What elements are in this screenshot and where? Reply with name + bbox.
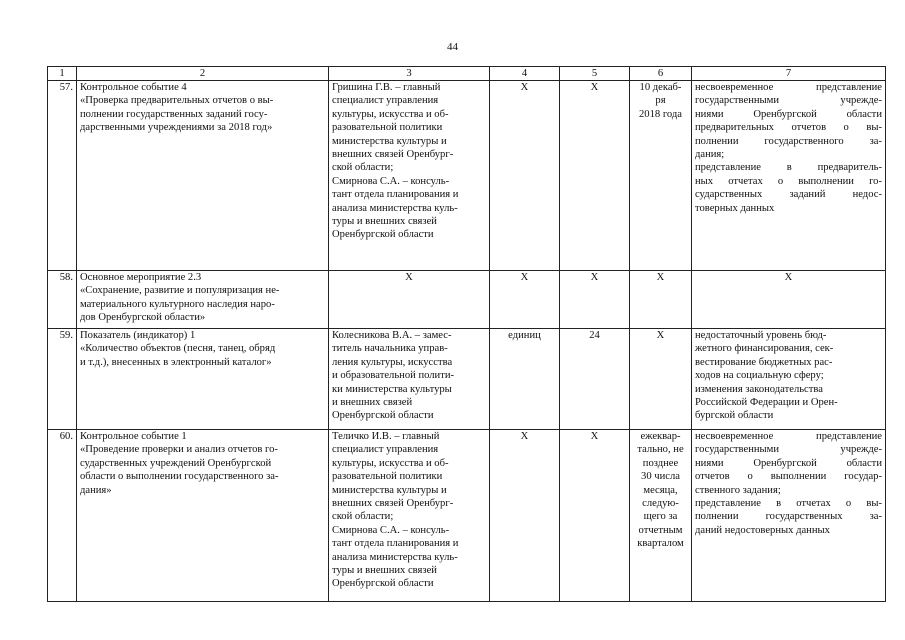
unit-cell: Х — [490, 430, 560, 602]
header-cell: 4 — [490, 67, 560, 81]
event-title: Показатель (индикатор) 1 «Количество объектов (песня, танец, обряд и т.д.), внесенных в электронный каталог» — [77, 329, 329, 430]
deadline-cell: 10 декаб- ря 2018 года — [630, 81, 692, 271]
deadline-cell: Х — [630, 329, 692, 430]
plan-table — [47, 66, 886, 602]
unit-cell: Х — [490, 81, 560, 271]
header-cell: 7 — [692, 67, 886, 81]
row-number: 59. — [48, 329, 77, 430]
value-cell: Х — [560, 271, 630, 329]
event-title: Контрольное событие 4 «Проверка предварительных отчетов о вы- полнении государственных заданий госу- дарственными учреждениями за 2018 год» — [77, 81, 329, 271]
row-number: 57. — [48, 81, 77, 271]
risks-cell: несвоевременное представление государственными учрежде- ниями Оренбургской области предварительных отчетов о вы- полнении государственного за- дания; представление в предваритель- ных отчетах о выполнении го- сударственных заданий недос- товерных данных — [692, 81, 886, 271]
table-row — [48, 329, 886, 430]
responsible-persons: Колесникова В.А. – замес- титель начальника управ- ления культуры, искусства и образовательной полити- ки министерства культуры и внешних связей Оренбургской области — [329, 329, 490, 430]
value-cell: Х — [560, 81, 630, 271]
value-cell: 24 — [560, 329, 630, 430]
risks-cell: Х — [692, 271, 886, 329]
page-number: 44 — [447, 41, 458, 53]
event-title: Контрольное событие 1 «Проведение проверки и анализ отчетов го- сударственных учреждений Оренбургской области о выполнении государственного за- дания» — [77, 430, 329, 602]
risks-cell: несвоевременное представление государственными учрежде- ниями Оренбургской области отчетов о выполнении государ- ственного задания; представление в отчетах о вы- полнении государственных за- даний недостоверных данных — [692, 430, 886, 602]
header-row — [48, 67, 886, 81]
responsible-persons: Теличко И.В. – главный специалист управления культуры, искусства и об- разовательной политики министерства культуры и внешних связей Оренбург- ской области; Смирнова С.А. – консуль- тант отдела планирования и анализа министерства куль- туры и внешних связей Оренбургской области — [329, 430, 490, 602]
unit-cell: Х — [490, 271, 560, 329]
row-number: 60. — [48, 430, 77, 602]
value-cell: Х — [560, 430, 630, 602]
table-row — [48, 430, 886, 602]
table-row — [48, 271, 886, 329]
header-cell: 2 — [77, 67, 329, 81]
header-cell: 5 — [560, 67, 630, 81]
row-number: 58. — [48, 271, 77, 329]
risks-cell: недостаточный уровень бюд- жетного финансирования, сек- вестирование бюджетных рас- ходов на социальную сферу; изменения законодательства Российской Федерации и Орен- бургской области — [692, 329, 886, 430]
table-row — [48, 81, 886, 271]
header-cell: 1 — [48, 67, 77, 81]
responsible-persons: Гришина Г.В. – главный специалист управления культуры, искусства и об- разовательной политики министерства культуры и внешних связей Оренбург- ской области; Смирнова С.А. – консуль- тант отдела планирования и анализа министерства куль- туры и внешних связей Оренбургской области — [329, 81, 490, 271]
unit-cell: единиц — [490, 329, 560, 430]
deadline-cell: ежеквар- тально, не позднее 30 числа месяца, следую- щего за отчетным кварталом — [630, 430, 692, 602]
deadline-cell: Х — [630, 271, 692, 329]
event-title: Основное мероприятие 2.3 «Сохранение, развитие и популяризация не- материального культурного наследия наро- дов Оренбургской области» — [77, 271, 329, 329]
header-cell: 6 — [630, 67, 692, 81]
responsible-persons: Х — [329, 271, 490, 329]
header-cell: 3 — [329, 67, 490, 81]
